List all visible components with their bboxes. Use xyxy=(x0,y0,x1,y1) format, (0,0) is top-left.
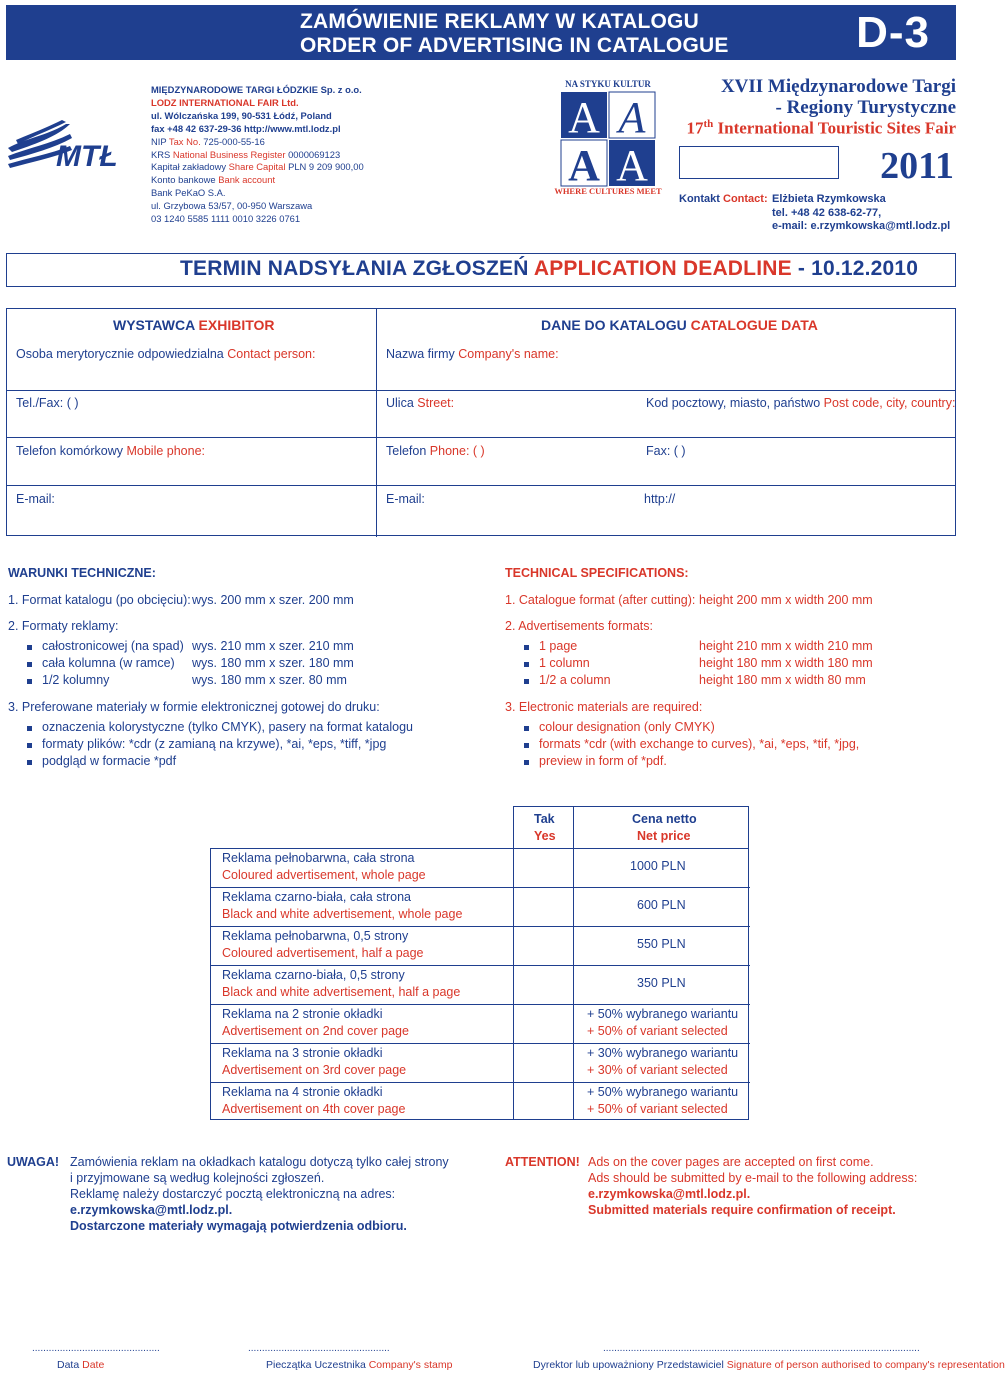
company-account: Konto bankowe Bank account xyxy=(151,174,276,186)
where-cultures-meet-logo-icon xyxy=(554,78,662,196)
form-code: D-3 xyxy=(856,8,930,57)
tech-pl-format-1-name: całostronicowej (na spad) xyxy=(42,639,184,653)
price-row-3-en: Coloured advertisement, half a page xyxy=(222,946,424,960)
company-account-number: 03 1240 5585 1111 0010 3226 0761 xyxy=(151,213,301,225)
exhibitor-form xyxy=(6,308,956,536)
contact-email: e-mail: e.rzymkowska@mtl.lodz.pl xyxy=(772,220,951,232)
date-line[interactable]: .............................................. xyxy=(32,1343,160,1354)
tech-en-format-1-size: height 210 mm x width 210 mm xyxy=(699,639,873,653)
tech-pl-format-3-size: wys. 180 mm x szer. 80 mm xyxy=(192,673,347,687)
company-name-pl: MIĘDZYNARODOWE TARGI ŁÓDZKIE Sp. z o.o. xyxy=(151,84,362,95)
street-field[interactable]: Ulica Street: xyxy=(386,396,455,410)
title-pl: ZAMÓWIENIE REKLAMY W KATALOGU xyxy=(300,10,699,33)
art-letter-1: A xyxy=(568,93,600,142)
note-en-label: ATTENTION! xyxy=(505,1155,580,1169)
tech-en-material-1: colour designation (only CMYK) xyxy=(539,720,715,734)
price-row-5-pl: Reklama na 2 stronie okładki xyxy=(222,1007,383,1021)
price-row-3-pl: Reklama pełnobarwna, 0,5 strony xyxy=(222,929,409,943)
fair-year: 2011 xyxy=(880,145,954,187)
deadline-text: TERMIN NADSYŁANIA ZGŁOSZEŃ APPLICATION DEADLINE - 10.12.2010 xyxy=(180,257,919,280)
price-header-en: Net price xyxy=(637,829,691,843)
fair-line-3: 17th International Touristic Sites Fair xyxy=(686,118,956,138)
art-logo-bottom: WHERE CULTURES MEET xyxy=(554,186,662,196)
price-row-2-pl: Reklama czarno-biała, cała strona xyxy=(222,890,411,904)
note-pl-line3: Reklamę należy dostarczyć pocztą elektroniczną na adres: xyxy=(70,1187,396,1201)
price-row-7-yes-cell[interactable] xyxy=(514,1083,573,1119)
company-nip: NIP Tax No. 725-000-55-16 xyxy=(151,135,265,147)
price-row-6-pl: Reklama na 3 stronie okładki xyxy=(222,1046,383,1060)
mobile-field[interactable]: Telefon komórkowy Mobile phone: xyxy=(16,444,206,458)
tech-pl-item3-label: 3. Preferowane materiały w formie elektronicznej gotowej do druku: xyxy=(8,700,380,714)
note-en-line2: Ads should be submitted by e-mail to the following address: xyxy=(588,1171,918,1185)
contact-info xyxy=(772,193,950,234)
fair-line-1: XVII Międzynarodowe Targi xyxy=(720,76,956,97)
tech-pl-header: WARUNKI TECHNICZNE: xyxy=(8,566,156,580)
price-row-5-price-pl: + 50% wybranego wariantu xyxy=(587,1007,739,1021)
price-row-4-en: Black and white advertisement, half a page xyxy=(222,985,461,999)
tech-pl-material-2: formaty plików: *cdr (z zamianą na krzywe), *ai, *eps, *tiff, *jpg xyxy=(42,737,387,751)
price-row-4-price: 350 PLN xyxy=(637,976,686,990)
tech-en-item2-label: 2. Advertisements formats: xyxy=(505,619,653,633)
signature-line[interactable]: .................................................................................................................. xyxy=(603,1343,920,1354)
price-row-3-price: 550 PLN xyxy=(637,937,686,951)
price-row-7-price-en: + 50% of variant selected xyxy=(587,1102,728,1116)
contact-label: Kontakt Contact: xyxy=(679,193,768,205)
price-row-4-yes-cell[interactable] xyxy=(514,966,573,1003)
tech-en-format-1-name: 1 page xyxy=(539,639,578,653)
yes-header-en: Yes xyxy=(534,829,556,843)
company-address: ul. Wólczańska 199, 90-531 Łódź, Poland xyxy=(151,109,332,121)
price-row-5-yes-cell[interactable] xyxy=(514,1005,573,1042)
price-row-4-pl: Reklama czarno-biała, 0,5 strony xyxy=(222,968,405,982)
price-row-5-price-en: + 50% of variant selected xyxy=(587,1024,728,1038)
art-letter-2: A xyxy=(618,93,646,142)
price-row-1-price: 1000 PLN xyxy=(630,859,686,873)
price-row-7-pl: Reklama na 4 stronie okładki xyxy=(222,1085,383,1099)
date-label: Data Date xyxy=(57,1359,105,1371)
postcode-field[interactable]: Kod pocztowy, miasto, państwo Post code, city, country: xyxy=(646,396,956,410)
signature-label: Dyrektor lub upoważniony Przedstawiciel Signature of person authorised to company's representation xyxy=(533,1359,1005,1371)
note-en-line3[interactable]: e.rzymkowska@mtl.lodz.pl. xyxy=(588,1187,751,1201)
price-row-3-yes-cell[interactable] xyxy=(514,927,573,964)
price-row-7-price-pl: + 50% wybranego wariantu xyxy=(587,1085,739,1099)
stamp-line[interactable]: ................................................... xyxy=(248,1343,390,1354)
tech-pl-item1-label: 1. Format katalogu (po obcięciu): xyxy=(8,593,191,607)
company-bank-address: ul. Grzybowa 53/57, 00-950 Warszawa xyxy=(151,200,313,212)
tech-en-material-3: preview in form of *pdf. xyxy=(539,754,667,768)
price-row-2-yes-cell[interactable] xyxy=(514,888,573,925)
title-en: ORDER OF ADVERTISING IN CATALOGUE xyxy=(300,34,729,57)
note-pl-line4[interactable]: e.rzymkowska@mtl.lodz.pl. xyxy=(70,1203,233,1217)
company-krs: KRS National Business Register 0000069123 xyxy=(151,148,341,160)
tech-pl-format-1-size: wys. 210 mm x szer. 210 mm xyxy=(192,639,354,653)
fair-stand-box[interactable] xyxy=(679,146,839,179)
tech-en-format-2-size: height 180 mm x width 180 mm xyxy=(699,656,873,670)
exhibitor-header: WYSTAWCA EXHIBITOR xyxy=(113,317,275,333)
price-row-1-en: Coloured advertisement, whole page xyxy=(222,868,426,882)
fair-line-2: - Regiony Turystyczne xyxy=(775,97,956,118)
tech-en-format-3-name: 1/2 a column xyxy=(539,673,611,687)
company-name-en: LODZ INTERNATIONAL FAIR Ltd. xyxy=(151,96,299,108)
tech-en-material-2: formats *cdr (with exchange to curves), *ai, *eps, *tif, *jpg, xyxy=(539,737,860,751)
tech-en-format-3-size: height 180 mm x width 80 mm xyxy=(699,673,866,687)
art-letter-4: A xyxy=(616,141,648,190)
note-en-line4: Submitted materials require confirmation of receipt. xyxy=(588,1203,896,1217)
tech-pl-material-3: podgląd w formacie *pdf xyxy=(42,754,177,768)
art-logo-top: NA STYKU KULTUR xyxy=(565,79,651,89)
price-row-1-yes-cell[interactable] xyxy=(514,849,573,886)
note-pl-line2: i przyjmowane są według kolejności zgłoszeń. xyxy=(70,1171,325,1185)
tech-en-header: TECHNICAL SPECIFICATIONS: xyxy=(505,566,689,580)
contact-name: Elżbieta Rzymkowska xyxy=(772,193,886,205)
price-row-2-price: 600 PLN xyxy=(637,898,686,912)
phone-field[interactable]: Telefon Phone: ( ) xyxy=(386,444,485,458)
yes-header-pl: Tak xyxy=(534,812,555,826)
note-pl-line1: Zamówienia reklam na okładkach katalogu dotyczą tylko całej strony xyxy=(70,1155,449,1169)
note-en-line1: Ads on the cover pages are accepted on first come. xyxy=(588,1155,874,1169)
company-info xyxy=(151,84,364,226)
tech-pl-item2-label: 2. Formaty reklamy: xyxy=(8,619,119,633)
price-row-2-en: Black and white advertisement, whole page xyxy=(222,907,463,921)
tech-pl-format-3-name: 1/2 kolumny xyxy=(42,673,110,687)
company-name-field[interactable]: Nazwa firmy Company's name: xyxy=(386,347,559,361)
company-bank: Bank PeKaO S.A. xyxy=(151,187,226,199)
exhibitor-email-field[interactable]: E-mail: xyxy=(16,492,55,506)
website-field[interactable]: http:// xyxy=(644,492,676,506)
price-row-6-price-pl: + 30% wybranego wariantu xyxy=(587,1046,739,1060)
note-pl-line5: Dostarczone materiały wymagają potwierdzenia odbioru. xyxy=(70,1219,407,1233)
tech-en-format-2-name: 1 column xyxy=(539,656,590,670)
price-row-7-en: Advertisement on 4th cover page xyxy=(222,1102,406,1116)
catalogue-email-field[interactable]: E-mail: xyxy=(386,492,425,506)
price-row-6-price-en: + 30% of variant selected xyxy=(587,1063,728,1077)
art-letter-3: A xyxy=(568,141,600,190)
price-header-pl: Cena netto xyxy=(632,812,697,826)
fax-field[interactable]: Fax: ( ) xyxy=(646,444,686,458)
tech-pl-format-2-size: wys. 180 mm x szer. 180 mm xyxy=(192,656,354,670)
tech-pl-material-1: oznaczenia kolorystyczne (tylko CMYK), pasery na format katalogu xyxy=(42,720,413,734)
mtl-wave-logo-icon xyxy=(6,118,128,174)
price-row-5-en: Advertisement on 2nd cover page xyxy=(222,1024,409,1038)
contact-tel: tel. +48 42 638-62-77, xyxy=(772,206,882,219)
telfax-field[interactable]: Tel./Fax: ( ) xyxy=(16,396,79,410)
logo-text: MTŁ xyxy=(56,140,118,173)
company-capital: Kapitał zakładowy Share Capital PLN 9 209 900,00 xyxy=(151,161,364,173)
price-row-6-yes-cell[interactable] xyxy=(514,1044,573,1081)
price-row-1-pl: Reklama pełnobarwna, cała strona xyxy=(222,851,415,865)
catalogue-header: DANE DO KATALOGU CATALOGUE DATA xyxy=(541,317,818,333)
company-fax-web: fax +48 42 637-29-36 http://www.mtl.lodz.pl xyxy=(151,122,341,134)
stamp-label: Pieczątka Uczestnika Company's stamp xyxy=(266,1359,453,1371)
tech-en-item1-label: 1. Catalogue format (after cutting): xyxy=(505,593,696,607)
note-pl-label: UWAGA! xyxy=(7,1155,60,1169)
contact-person-field[interactable]: Osoba merytorycznie odpowiedzialna Contact person: xyxy=(16,347,316,361)
price-row-6-en: Advertisement on 3rd cover page xyxy=(222,1063,407,1077)
tech-pl-item1-value: wys. 200 mm x szer. 200 mm xyxy=(192,593,354,607)
tech-en-item3-label: 3. Electronic materials are required: xyxy=(505,700,703,714)
tech-en-item1-value: height 200 mm x width 200 mm xyxy=(699,593,873,607)
tech-pl-format-2-name: cała kolumna (w ramce) xyxy=(42,656,175,670)
